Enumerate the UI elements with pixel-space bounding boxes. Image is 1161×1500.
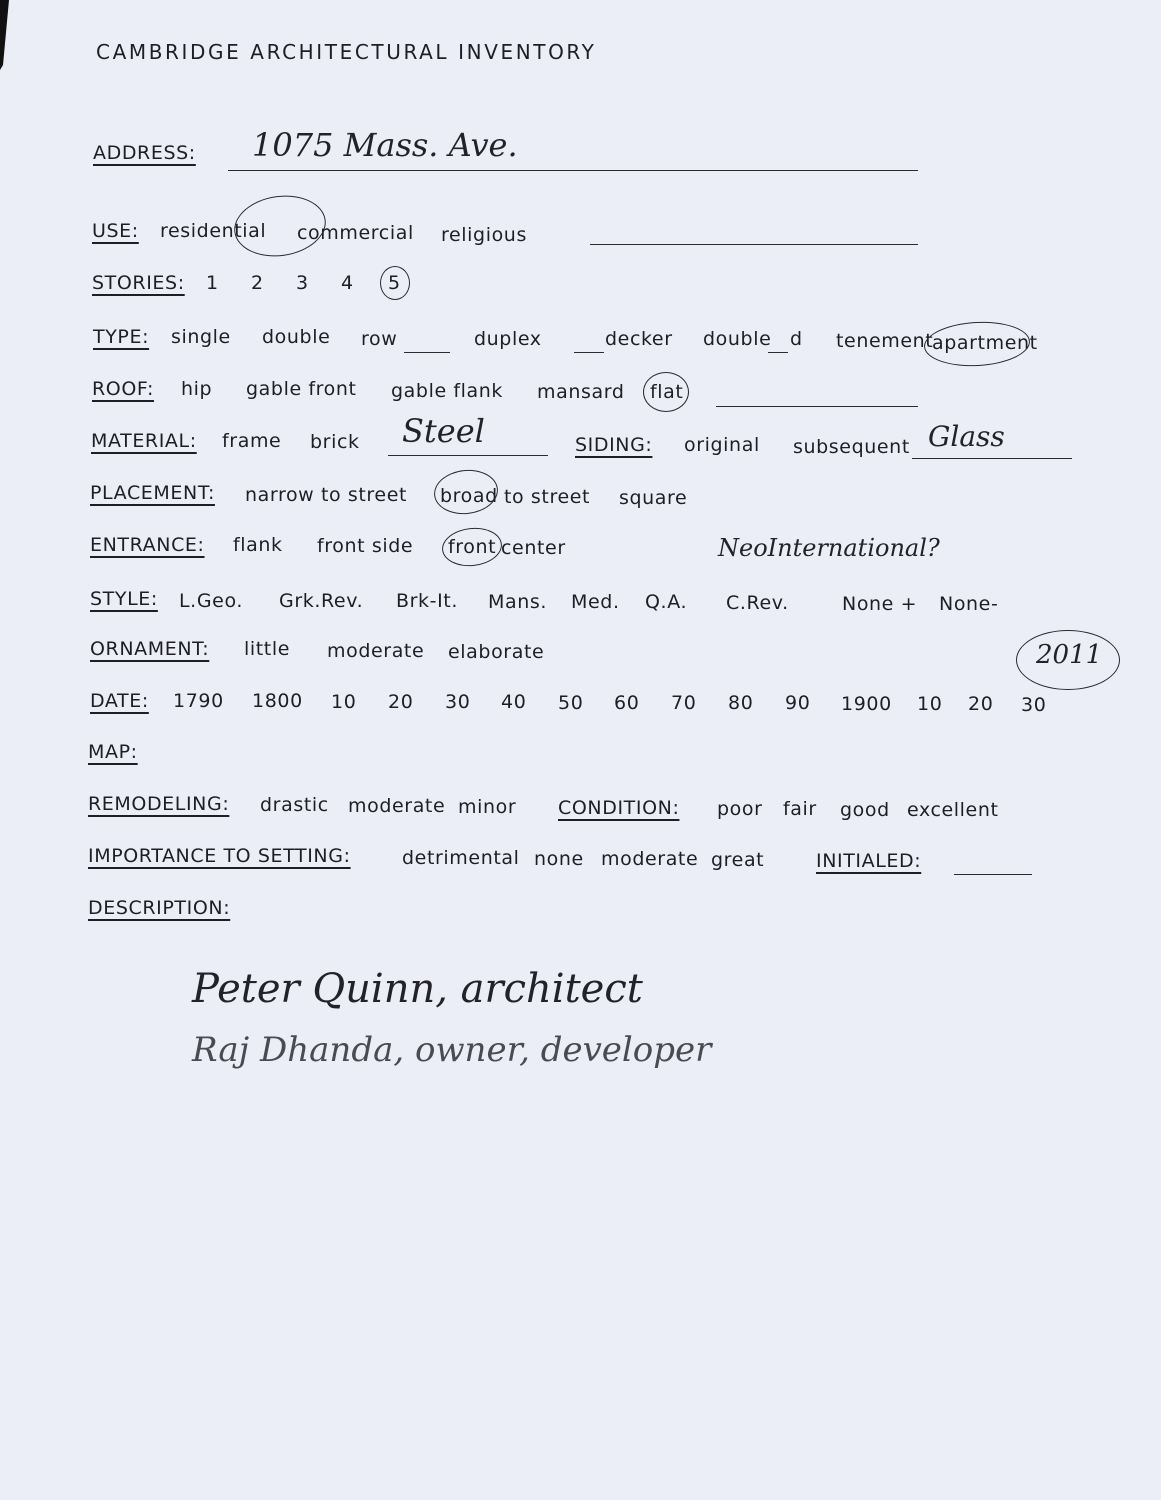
type-option-single: single — [171, 326, 231, 348]
importance-option-moderate: moderate — [601, 848, 699, 870]
material-label: MATERIAL: — [91, 430, 197, 452]
address-value: 1075 Mass. Ave. — [252, 126, 518, 164]
placement-label: PLACEMENT: — [90, 482, 215, 504]
entrance-option-front-side: front side — [317, 535, 414, 557]
style-label: STYLE: — [90, 588, 158, 610]
entrance-selection-circle — [440, 525, 504, 569]
map-label: MAP: — [88, 741, 138, 763]
material-blank-line — [388, 455, 548, 456]
use-option-religious: religious — [441, 224, 527, 246]
date-option-40: 40 — [501, 691, 527, 713]
condition-option-excellent: excellent — [907, 799, 999, 821]
siding-option-subsequent: subsequent — [793, 436, 910, 458]
roof-selection-circle — [643, 372, 689, 412]
ornament-option-elaborate: elaborate — [448, 641, 545, 663]
condition-option-good: good — [840, 799, 890, 821]
siding-option-original: original — [684, 434, 760, 456]
use-option-commercial: commercial — [297, 222, 414, 244]
condition-label: CONDITION: — [558, 797, 680, 819]
importance-option-none: none — [534, 848, 584, 870]
entrance-option-center: center — [501, 537, 566, 559]
date-option-1790: 1790 — [173, 690, 224, 712]
use-label: USE: — [92, 220, 139, 242]
date-option-1930: 30 — [1021, 694, 1047, 716]
type-option-duplex: duplex — [474, 328, 542, 350]
type-double-d-blank — [768, 352, 788, 353]
stories-option-5: 5 — [388, 272, 401, 294]
roof-option-mansard: mansard — [537, 381, 625, 403]
date-option-20: 20 — [388, 691, 414, 713]
type-label: TYPE: — [93, 326, 150, 348]
initialed-blank-line — [954, 874, 1032, 875]
ornament-option-moderate: moderate — [327, 640, 425, 662]
description-line-2: Raj Dhanda, owner, developer — [192, 1030, 712, 1070]
style-note: NeoInternational? — [718, 534, 940, 562]
date-option-1920: 20 — [968, 693, 994, 715]
stories-option-4: 4 — [341, 272, 354, 294]
date-written-circle — [1016, 630, 1120, 690]
siding-label: SIDING: — [575, 434, 653, 456]
stories-option-3: 3 — [296, 272, 309, 294]
date-option-60: 60 — [614, 692, 640, 714]
stories-option-1: 1 — [206, 272, 219, 294]
importance-option-detrimental: detrimental — [402, 847, 520, 869]
siding-value: Glass — [928, 420, 1005, 453]
use-blank-line — [590, 244, 918, 245]
roof-blank-line — [716, 406, 918, 407]
date-option-1910: 10 — [917, 693, 943, 715]
placement-option-narrow: narrow to street — [245, 484, 408, 506]
date-option-1800: 1800 — [252, 690, 303, 712]
condition-option-fair: fair — [783, 798, 817, 820]
type-option-double: double — [262, 326, 331, 348]
condition-option-poor: poor — [717, 798, 763, 820]
description-line-1: Peter Quinn, architect — [192, 966, 643, 1012]
remodeling-option-minor: minor — [458, 796, 517, 818]
address-line — [228, 170, 918, 171]
style-option-none-minus: None- — [939, 593, 999, 615]
date-written-value: 2011 — [1036, 640, 1103, 670]
style-option-med: Med. — [571, 591, 620, 613]
placement-selection-circle — [432, 467, 500, 517]
entrance-option-flank: flank — [233, 534, 283, 556]
style-option-mans: Mans. — [488, 591, 548, 613]
placement-option-to-street: to street — [504, 486, 591, 508]
use-selection-circle — [230, 190, 329, 262]
date-option-10: 10 — [331, 691, 357, 713]
roof-option-flat: flat — [650, 381, 684, 403]
type-option-d: d — [790, 328, 803, 350]
style-option-none-plus: None + — [842, 593, 918, 615]
date-option-90: 90 — [785, 692, 811, 714]
material-value: Steel — [402, 412, 485, 450]
date-label: DATE: — [90, 690, 149, 712]
date-option-30: 30 — [445, 691, 471, 713]
type-option-tenement: tenement — [836, 330, 934, 352]
type-option-apartment: apartment — [932, 332, 1038, 354]
type-decker-blank — [574, 352, 604, 353]
address-label: ADDRESS: — [93, 142, 196, 164]
siding-blank-line — [912, 458, 1072, 459]
remodeling-label: REMODELING: — [88, 793, 230, 815]
remodeling-option-moderate: moderate — [348, 795, 446, 817]
placement-option-square: square — [619, 487, 688, 509]
ornament-label: ORNAMENT: — [90, 638, 210, 660]
style-option-brkit: Brk-It. — [396, 590, 458, 612]
form-title: CAMBRIDGE ARCHITECTURAL INVENTORY — [96, 40, 597, 64]
placement-option-broad: broad — [440, 485, 498, 507]
torn-edge-mark — [0, 0, 10, 70]
style-option-crev: C.Rev. — [726, 592, 789, 614]
type-row-blank — [404, 352, 450, 353]
roof-option-hip: hip — [181, 378, 213, 400]
use-option-residential: residential — [160, 220, 267, 242]
initialed-label: INITIALED: — [816, 850, 922, 872]
stories-option-2: 2 — [251, 272, 264, 294]
stories-selection-circle — [380, 266, 410, 300]
roof-option-gable-flank: gable flank — [391, 380, 504, 402]
description-label: DESCRIPTION: — [88, 897, 231, 919]
importance-label: IMPORTANCE TO SETTING: — [88, 845, 351, 867]
date-option-50: 50 — [558, 692, 584, 714]
material-option-brick: brick — [310, 431, 360, 453]
entrance-label: ENTRANCE: — [90, 534, 205, 556]
date-option-1900: 1900 — [841, 693, 892, 715]
style-option-grkrev: Grk.Rev. — [279, 590, 364, 612]
type-selection-circle — [923, 319, 1031, 368]
entrance-option-front: front — [448, 536, 497, 558]
style-option-qa: Q.A. — [645, 591, 688, 613]
date-option-80: 80 — [728, 692, 754, 714]
style-option-lgeo: L.Geo. — [179, 590, 243, 612]
type-option-decker: decker — [605, 328, 673, 350]
roof-option-gable-front: gable front — [246, 378, 357, 400]
date-option-70: 70 — [671, 692, 697, 714]
material-option-frame: frame — [222, 430, 282, 452]
ornament-option-little: little — [244, 638, 291, 660]
type-option-double-d: double — [703, 328, 772, 350]
importance-option-great: great — [711, 849, 765, 871]
type-option-row: row — [361, 328, 398, 350]
roof-label: ROOF: — [92, 378, 154, 400]
remodeling-option-drastic: drastic — [260, 794, 329, 816]
stories-label: STORIES: — [92, 272, 185, 294]
